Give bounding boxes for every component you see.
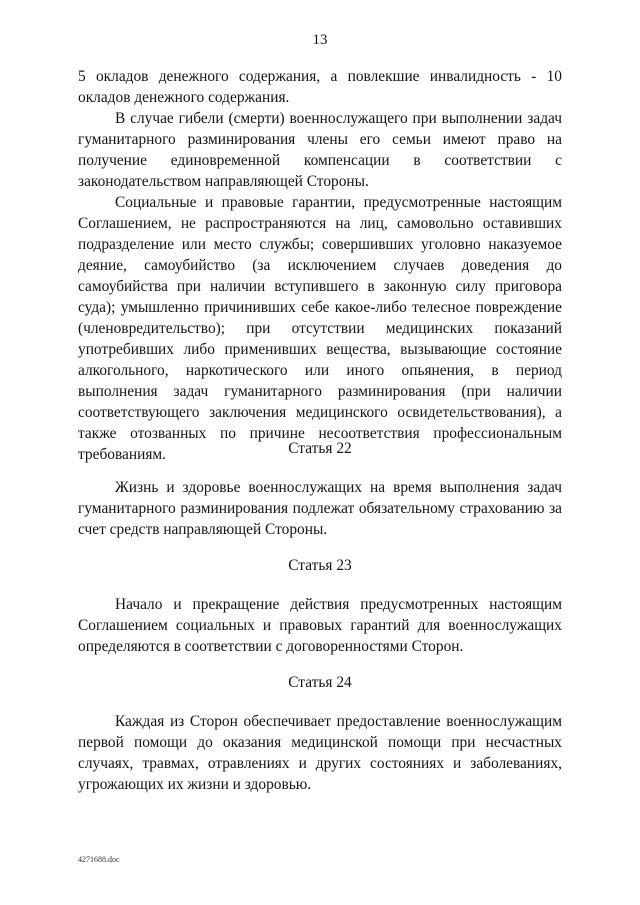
article-23-body <box>78 594 562 657</box>
article-24-body <box>78 711 562 795</box>
footer-file-name: 4271688.doc <box>78 855 120 864</box>
article-24-text: Каждая из Сторон обеспечивает предоставление военнослужащим первой помощи до оказания медицинской помощи при несчастных случаях, травмах, отравлениях и других состояниях и заболеваниях, угрожающих их жизни и здоровью. <box>78 713 562 793</box>
article-22-heading: Статья 22 <box>288 440 352 457</box>
page-number: 13 <box>312 32 328 48</box>
paragraph-death-compensation: В случае гибели (смерти) военнослужащего при выполнении задач гуманитарного разминирования члены его семьи имеют право на получение единовременной компенсации в соответствии с законодательством направляющей Стороны. <box>78 110 562 190</box>
paragraph-disability-compensation: 5 окладов денежного содержания, а повлекшие инвалидность - 10 окладов денежного содержания. <box>78 68 562 106</box>
article-22-text: Жизнь и здоровье военнослужащих на время выполнения задач гуманитарного разминирования подлежат обязательному страхованию за счет средств направляющей Стороны. <box>78 479 562 538</box>
article-23-heading: Статья 23 <box>288 557 352 574</box>
paragraph-guarantee-exclusions: Социальные и правовые гарантии, предусмотренные настоящим Соглашением, не распространяются на лиц, самовольно оставивших подразделение или место службы; совершивших уголовно наказуемое деяние, самоубийство (за исключением случаев доведения до самоубийства при наличии вступившего в законную силу приговора суда); умышленно причинивших себе какое-либо телесное повреждение (членовредительство); при отсутствии медицинских показаний употребивших либо применивших вещества, вызывающие состояние алкогольного, наркотического или иного опьянения, в период выполнения задач гуманитарного разминирования (при наличии соответствующего заключения медицинского освидетельствования), а также отозванных по причине несоответствия профессиональным требованиям. <box>78 194 562 463</box>
article-23-text: Начало и прекращение действия предусмотренных настоящим Соглашением социальных и правовых гарантий для военнослужащих определяются в соответствии с договоренностями Сторон. <box>78 596 562 655</box>
text-section-social-guarantees <box>78 66 562 465</box>
article-22-body <box>78 477 562 540</box>
article-24-heading: Статья 24 <box>288 674 352 691</box>
